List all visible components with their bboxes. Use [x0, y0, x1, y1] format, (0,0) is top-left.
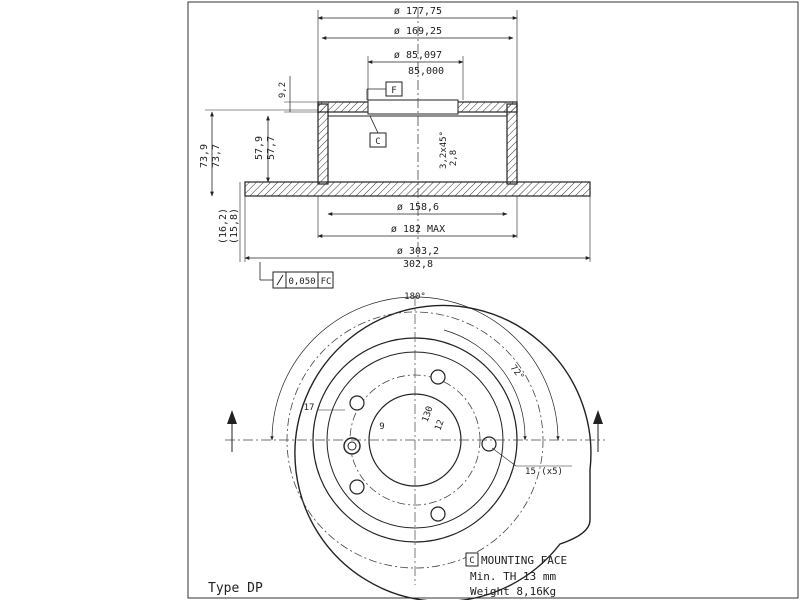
- dim-holes: 15 (x5): [525, 467, 563, 477]
- section-arrow-right-icon: [593, 410, 603, 424]
- dim-inner-max: ø 182 MAX: [390, 224, 446, 235]
- bolt-hole: [431, 507, 445, 521]
- angle-pitch: 72°: [507, 363, 526, 383]
- dim-bore-min: 85,000: [407, 66, 445, 77]
- dim-12: 12: [433, 418, 447, 433]
- bolt-hole: [350, 396, 364, 410]
- dim-rotor-thickness-max: (16,2): [218, 207, 229, 245]
- dim-17: 17: [303, 403, 315, 413]
- dim-hat-height-max: 57,9: [254, 135, 265, 161]
- dim-disc-diameter-max: ø 303,2: [396, 246, 440, 257]
- bolt-hole: [350, 480, 364, 494]
- dim-hat-diameter: ø 169,25: [393, 26, 443, 37]
- hat-wall-left: [318, 104, 328, 184]
- section-view: [199, 6, 590, 288]
- hat-wall-right: [507, 104, 517, 184]
- dim-rotor-thickness-min: (15,8): [229, 207, 240, 245]
- dim-9: 9: [379, 422, 385, 432]
- dim-disc-diameter-min: 302,8: [402, 259, 434, 270]
- dim-total-height-max: 73,9: [199, 143, 210, 169]
- mounting-face-note: MOUNTING FACE: [481, 554, 568, 567]
- angle-top: 180°: [404, 292, 426, 302]
- datum-f: F: [391, 86, 397, 96]
- dim-hat-height-min: 57,7: [266, 135, 277, 161]
- section-arrow-left-icon: [227, 410, 237, 424]
- weight-note: Weight 8,16Kg: [470, 585, 557, 598]
- bolt-hole: [482, 437, 496, 451]
- tolerance-value: 0,050: [288, 277, 316, 287]
- tolerance-datum: FC: [320, 277, 332, 287]
- type-label: Type DP: [208, 581, 263, 596]
- mounting-face-marker: C: [469, 556, 475, 566]
- friction-ring-section: [245, 182, 590, 196]
- bolt-hole: [431, 370, 445, 384]
- dim-chamfer-2: 2,8: [449, 149, 459, 167]
- dim-130: 130: [420, 404, 436, 424]
- bolt-holes: [350, 370, 496, 521]
- dim-bore-max: ø 85,097: [393, 50, 443, 61]
- dim-outer-diameter: ø 177,75: [393, 6, 443, 17]
- min-thickness-note: Min. TH 13 mm: [470, 570, 557, 583]
- dim-inner-friction: ø 158,6: [396, 202, 440, 213]
- locating-hole: [344, 438, 360, 454]
- dim-total-height-min: 73,7: [211, 143, 222, 169]
- dim-hat-thickness: 9,2: [278, 81, 288, 99]
- datum-c: C: [375, 137, 381, 147]
- dim-chamfer: 3,2x45°: [439, 131, 449, 169]
